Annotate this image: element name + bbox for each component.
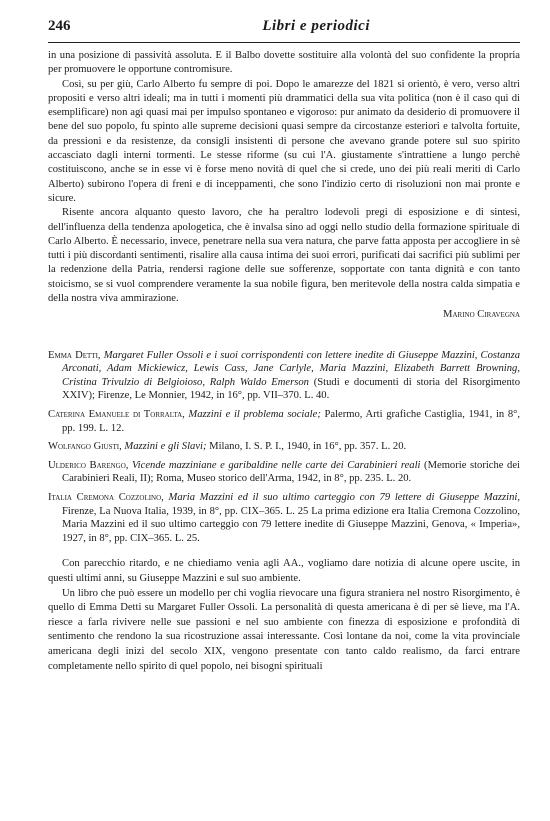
bib-details: Milano, I. S. P. I., 1940, in 16°, pp. 357. L. 20. xyxy=(209,441,407,453)
bib-author: Wolfango Giusti, xyxy=(48,441,122,453)
bib-author: Italia Cremona Cozzolino, xyxy=(48,491,164,503)
review-paragraph: Con parecchio ritardo, e ne chiediamo venia agli AA., vogliamo dare notizia di alcune opere uscite, in questi ultimi anni, su Giuseppe Mazzini e sul suo ambiente. xyxy=(48,558,520,584)
page-header xyxy=(48,18,520,40)
bib-title: Vicende mazziniane e garibaldine nelle carte dei Carabinieri reali xyxy=(131,459,421,471)
review-paragraph: in una posizione di passività assoluta. E il Balbo dovette sostituire alla volontà del suo confidente la propria per promuovere le opportune contromisure. xyxy=(48,50,520,76)
review-paragraph: Un libro che può essere un modello per chi voglia rievocare una figura straniera nel nostro Risorgimento, è quello di Emma Detti su Margaret Fuller Ossoli. La personalità di questa americana è di per sè lieve, ma l'A. riesce a farla rivivere nelle sue passioni e nel suo ambiente con finezza di esposizione e profondità di sentimento che rendono la sua ricostruzione assai interessante. Così lontane da noi, come la vita provinciale americana degli inizi del secolo XIX, vengono presentate con tanto caldo realismo, da farci entrare completamente nello spirito di quel popolo, nei bisogni spirituali xyxy=(48,587,520,672)
bibliography-list xyxy=(48,349,520,546)
bib-author: Ulderico Barengo, xyxy=(48,459,129,471)
review-body xyxy=(48,49,520,323)
running-title: Libri e periodici xyxy=(262,18,370,34)
second-review-body xyxy=(48,557,520,674)
bibliography-entry xyxy=(48,459,520,486)
bib-title: Margaret Fuller Ossoli e i suoi corrispondenti con lettere inedite di Giuseppe Mazzini, Costanza Arconati, Adam Mickiewicz, Lewis Cass, Jane Carlyle, Maria Mazzini, Elizabeth Barrett Browning, Cristina Trivulzio di Belgioioso, Ralph Waldo Emerson xyxy=(62,349,520,388)
bibliography-entry xyxy=(48,491,520,545)
bibliography-entry xyxy=(48,440,520,454)
bibliography-entry xyxy=(48,408,520,435)
bib-author: Emma Detti, xyxy=(48,349,101,361)
bib-title: Mazzini e il problema sociale; xyxy=(188,409,321,421)
bib-title: Mazzini e gli Slavi; xyxy=(124,441,207,453)
bib-details: (Studi e documenti di storia del Risorgimento XXIV); Firenze, Le Monnier, 1942, in 16°, pp. VII–370. L. 40. xyxy=(62,376,520,402)
bib-author: Caterina Emanuele di Torralta, xyxy=(48,409,185,421)
header-rule xyxy=(48,42,520,43)
bibliography-entry xyxy=(48,349,520,403)
review-paragraph: Così, su per giù, Carlo Alberto fu sempre di poi. Dopo le amarezze del 1821 si orientò, è vero, verso altri propositi e verso altri ideali; ma in tutti i momenti più drammatici della sua vita politica (non è il caso qui di esemplificare) non agì quasi mai per impulso spontaneo e vigoroso: pur animato da desiderio di promuovere il bene del suo popolo, fu spinto alle supreme decisioni quasi sempre da circostanze esteriori e talvolta fortuite, da pressioni e da resistenze, da consigli insistenti di persone che avevano grande potere sul suo spirito accasciato dagli interni tormenti. Le stesse riforme (su cui l'A. giustamente s'intrattiene a lungo perchè costituiscono, anche se in esse vi è forse meno novità di quel che si crede, uno dei più reali meriti di Carlo Alberto) subirono l'opera di freni e di inceppamenti, che sono l'indizio certo di risoluzioni non mai pronte e sicure. xyxy=(48,78,520,204)
review-signature: Marino Ciravegna xyxy=(443,309,520,321)
review-paragraph: Risente ancora alquanto questo lavoro, che ha peraltro lodevoli pregi di esposizione e di sintesi, dell'influenza della tendenza apologetica, che è invalsa sino ad oggi nello studio della formazione spirituale di Carlo Alberto. È necessario, invece, penetrare nella sua vera natura, che parve fatta apposta per accogliere in sè tutti i più discordanti sentimenti, risalire alla causa intima dei suoi errori, purificati dai sacrifici più sublimi per la redenzione della Patria, rendersi ragione delle sue sofferenze, sopportate con tanta dignità e con tanto stoicismo, se si vuol comprendere veramente la sua nobile figura, ben meritevole della nostra calda simpatia e della nostra viva ammirazione. xyxy=(48,207,520,305)
page-number: 246 xyxy=(48,18,71,34)
bib-title: Maria Mazzini ed il suo ultimo carteggio con 79 lettere di Giuseppe Mazzini, xyxy=(168,491,520,503)
bib-details: Firenze, La Nuova Italia, 1939, in 8°, pp. CIX–365. L. 25 La prima edizione era Italia Cremona Cozzolino, Maria Mazzini ed il suo ultimo carteggio con 79 lettere inedite di Giuseppe Mazzini, Genova, « Imperia», 1927, in 8°, pp. CIX–365. L. 25. xyxy=(62,505,520,544)
bib-details: Palermo, Arti grafiche Castiglia, 1941, in 8°, pp. 199. L. 12. xyxy=(62,409,521,434)
bib-details: (Memorie storiche dei Carabinieri Reali, II); Roma, Museo storico dell'Arma, 1942, in 8°, pp. 235. L. 20. xyxy=(62,459,520,485)
